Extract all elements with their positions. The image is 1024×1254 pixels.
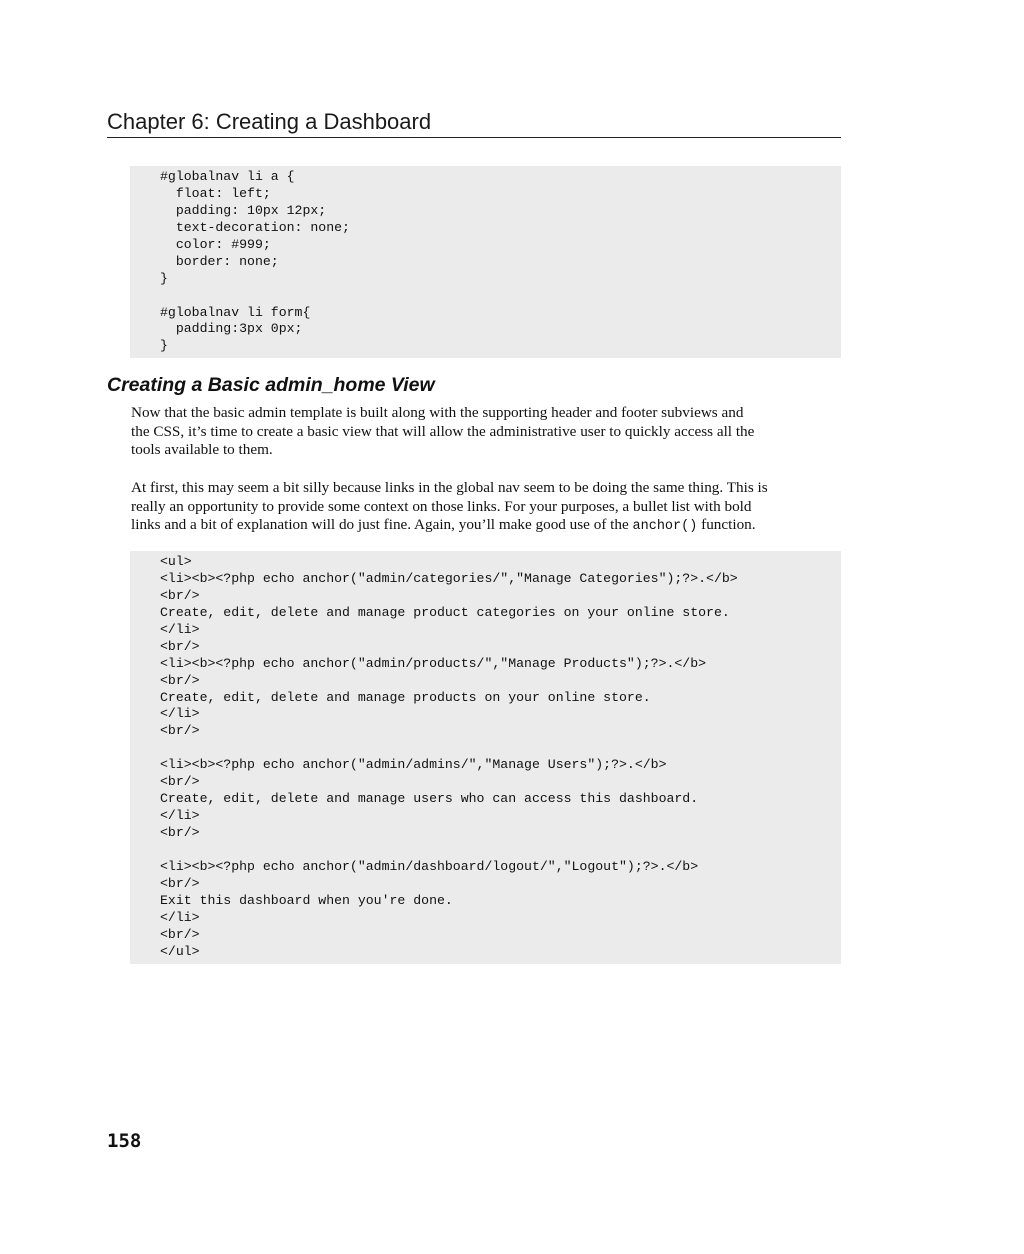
code-line: Create, edit, delete and manage product categories on your online store. (160, 604, 730, 620)
code-line (160, 288, 841, 305)
code-line: <li><b><?php echo anchor("admin/categories/","Manage Categories");?>.</b> (160, 570, 738, 586)
chapter-header: Chapter 6: Creating a Dashboard (107, 108, 841, 138)
code-line: border: none; (160, 253, 279, 269)
code-line: </li> (160, 706, 200, 722)
code-line: <br/> (160, 672, 200, 688)
code-line: Create, edit, delete and manage products on your online store. (160, 689, 651, 705)
paragraph-line: really an opportunity to provide some context on those links. For your purposes, a bullet list with bold (131, 497, 752, 515)
code-line: <br/> (160, 774, 200, 790)
code-line: <br/> (160, 723, 200, 739)
code-line (160, 842, 841, 859)
code-line: <br/> (160, 587, 200, 603)
code-line: <br/> (160, 926, 200, 942)
code-line: padding:3px 0px; (160, 321, 303, 337)
body-paragraph-1 (131, 404, 846, 460)
code-line: Create, edit, delete and manage users who can access this dashboard. (160, 791, 699, 807)
code-line: #globalnav li a { (160, 169, 295, 184)
section-heading: Creating a Basic admin_home View (107, 374, 435, 396)
paragraph-line: Now that the basic admin template is built along with the supporting header and footer subviews and (131, 404, 744, 421)
code-block-css (130, 166, 841, 358)
paragraph-line (131, 516, 846, 537)
code-line: <ul> (160, 554, 192, 569)
paragraph-text: links and a bit of explanation will do just fine. Again, you’ll make good use of the (131, 516, 633, 534)
paragraph-line: At first, this may seem a bit silly because links in the global nav seem to be doing the same thing. This is (131, 479, 768, 496)
code-line: <li><b><?php echo anchor("admin/admins/","Manage Users");?>.</b> (160, 757, 667, 773)
code-line: text-decoration: none; (160, 219, 350, 235)
code-line: <li><b><?php echo anchor("admin/dashboard/logout/","Logout");?>.</b> (160, 858, 699, 874)
code-line: float: left; (160, 185, 271, 201)
code-line: <br/> (160, 825, 200, 840)
code-block-php (130, 551, 841, 964)
code-line: </ul> (160, 943, 200, 959)
code-line: padding: 10px 12px; (160, 202, 327, 218)
code-line: Exit this dashboard when you're done. (160, 892, 453, 908)
code-line: <br/> (160, 875, 200, 891)
code-line (160, 740, 841, 757)
code-line: } (160, 338, 168, 354)
code-line: </li> (160, 909, 200, 925)
code-line: <li><b><?php echo anchor("admin/products/","Manage Products");?>.</b> (160, 655, 707, 671)
code-line: <br/> (160, 638, 200, 654)
inline-code: anchor() (632, 519, 698, 535)
code-line: </li> (160, 808, 200, 824)
code-line: #globalnav li form{ (160, 304, 311, 320)
body-paragraph-2 (131, 479, 846, 537)
paragraph-line: the CSS, it’s time to create a basic view that will allow the administrative user to quickly access all the (131, 422, 755, 440)
paragraph-text: function. (697, 516, 756, 534)
paragraph-line: tools available to them. (131, 441, 273, 459)
code-line: } (160, 270, 168, 286)
code-line: </li> (160, 621, 200, 637)
page-number: 158 (107, 1130, 142, 1152)
code-line: color: #999; (160, 236, 271, 252)
